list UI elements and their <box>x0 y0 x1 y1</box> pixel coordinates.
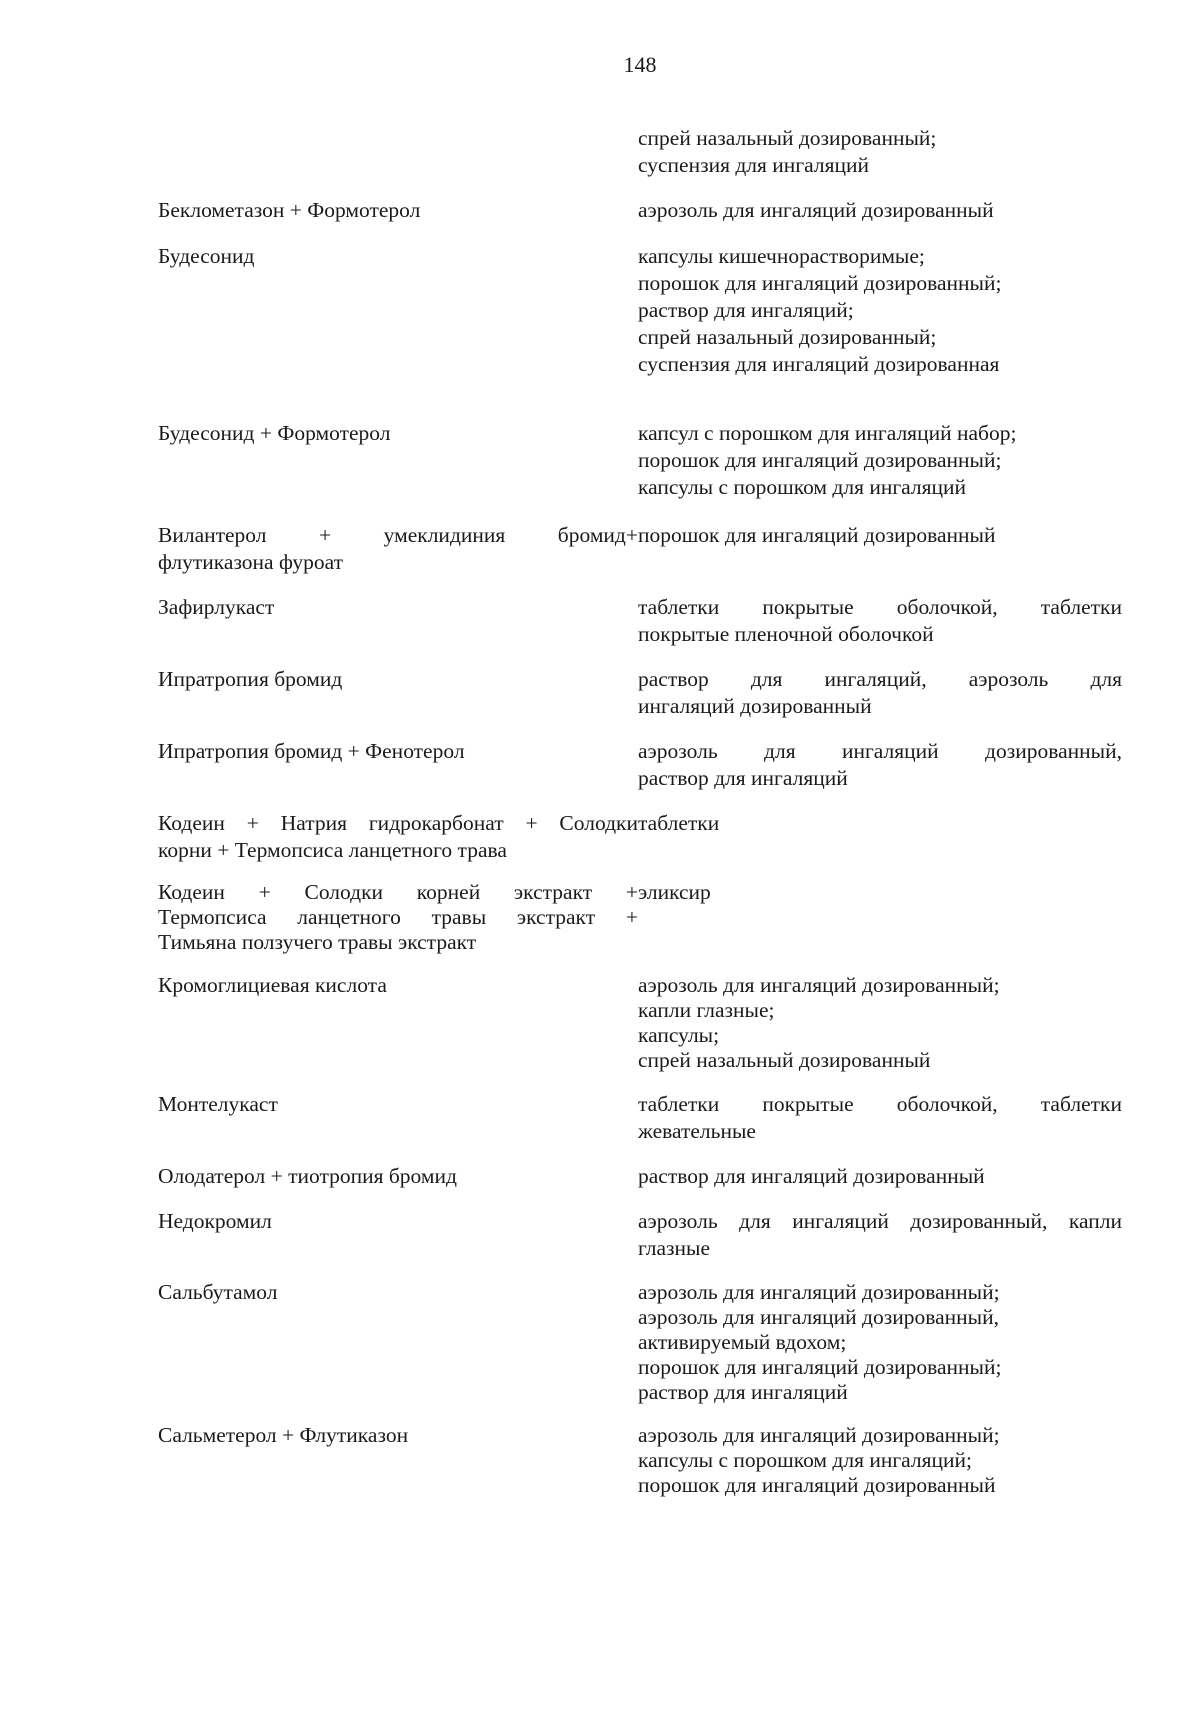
dosage-form-line: раствор для ингаляций <box>638 1380 848 1404</box>
dosage-form-line: спрей назальный дозированный; <box>638 126 937 150</box>
dosage-forms <box>638 243 1122 378</box>
dosage-form-line: таблетки покрытые оболочкой, таблетки <box>638 1092 1122 1116</box>
dosage-form-line: спрей назальный дозированный; <box>638 325 937 349</box>
substance-name <box>158 1208 638 1262</box>
substance-name-line: Тимьяна ползучего травы экстракт <box>158 930 477 954</box>
dosage-forms <box>638 810 1122 864</box>
substance-name <box>158 1280 638 1405</box>
substance-name-line: Вилантерол + умеклидиния бромид+ <box>158 523 638 547</box>
dosage-forms <box>638 738 1122 792</box>
substance-name-line: Будесонид <box>158 244 255 268</box>
dosage-form-line: капсулы; <box>638 1023 720 1047</box>
dosage-forms <box>638 1280 1122 1405</box>
table-row <box>158 810 1122 864</box>
table-row <box>158 1163 1122 1190</box>
table-row <box>158 973 1122 1073</box>
substance-name <box>158 1423 638 1498</box>
substance-name <box>158 973 638 1073</box>
dosage-form-line: суспензия для ингаляций дозированная <box>638 352 1000 376</box>
dosage-form-line: жевательные <box>638 1119 756 1143</box>
dosage-form-line: аэрозоль для ингаляций дозированный; <box>638 1423 1000 1447</box>
dosage-form-line: аэрозоль для ингаляций дозированный; <box>638 1280 1000 1304</box>
dosage-form-line: таблетки <box>638 811 720 835</box>
dosage-forms <box>638 522 1122 576</box>
substance-name <box>158 810 638 864</box>
dosage-form-line: раствор для ингаляций <box>638 766 848 790</box>
dosage-form-line: капсул с порошком для ингаляций набор; <box>638 421 1017 445</box>
dosage-form-line: порошок для ингаляций дозированный; <box>638 448 1002 472</box>
substance-name-line: Ипратропия бромид + Фенотерол <box>158 739 465 763</box>
dosage-form-line: таблетки покрытые оболочкой, таблетки <box>638 595 1122 619</box>
substance-name-line: Кодеин + Солодки корней экстракт + <box>158 880 638 904</box>
substance-name <box>158 197 638 224</box>
dosage-forms <box>638 1091 1122 1145</box>
dosage-form-line: порошок для ингаляций дозированный; <box>638 1355 1002 1379</box>
dosage-forms <box>638 420 1122 501</box>
dosage-form-line: раствор для ингаляций дозированный <box>638 1164 985 1188</box>
dosage-forms <box>638 197 1122 224</box>
substance-name <box>158 666 638 720</box>
dosage-form-line: суспензия для ингаляций <box>638 153 869 177</box>
dosage-forms <box>638 666 1122 720</box>
dosage-forms <box>638 594 1122 648</box>
dosage-form-line: активируемый вдохом; <box>638 1330 847 1354</box>
dosage-forms <box>638 1163 1122 1190</box>
table-row <box>158 594 1122 648</box>
dosage-forms <box>638 973 1122 1073</box>
dosage-form-line: капсулы с порошком для ингаляций; <box>638 1448 973 1472</box>
dosage-forms <box>638 880 1122 955</box>
substance-name-line: Сальметерол + Флутиказон <box>158 1423 409 1447</box>
dosage-form-line: ингаляций дозированный <box>638 694 872 718</box>
substance-name-line: Беклометазон + Формотерол <box>158 198 421 222</box>
substance-name <box>158 125 638 179</box>
dosage-form-line: глазные <box>638 1236 710 1260</box>
substance-name-line: Кромоглициевая кислота <box>158 973 387 997</box>
table-row <box>158 666 1122 720</box>
dosage-form-line: порошок для ингаляций дозированный <box>638 1473 996 1497</box>
table-row <box>158 1208 1122 1262</box>
drug-table <box>158 125 1122 1498</box>
dosage-form-line: аэрозоль для ингаляций дозированный; <box>638 973 1000 997</box>
substance-name <box>158 738 638 792</box>
substance-name-line: флутиказона фуроат <box>158 550 344 574</box>
substance-name <box>158 243 638 378</box>
substance-name-line: Сальбутамол <box>158 1280 278 1304</box>
dosage-form-line: покрытые пленочной оболочкой <box>638 622 934 646</box>
substance-name-line: Будесонид + Формотерол <box>158 421 391 445</box>
table-row <box>158 125 1122 179</box>
dosage-form-line: аэрозоль для ингаляций дозированный, <box>638 1305 999 1329</box>
substance-name-line: Зафирлукаст <box>158 595 275 619</box>
dosage-form-line: аэрозоль для ингаляций дозированный, капли <box>638 1209 1122 1233</box>
substance-name <box>158 420 638 501</box>
substance-name-line: Недокромил <box>158 1209 272 1233</box>
substance-name-line: Монтелукаст <box>158 1092 278 1116</box>
substance-name-line: Олодатерол + тиотропия бромид <box>158 1164 457 1188</box>
dosage-form-line: капсулы с порошком для ингаляций <box>638 475 967 499</box>
table-row <box>158 420 1122 501</box>
table-row <box>158 880 1122 955</box>
substance-name-line: Ипратропия бромид <box>158 667 343 691</box>
substance-name <box>158 594 638 648</box>
table-row <box>158 1423 1122 1498</box>
page-number: 148 <box>623 52 657 77</box>
substance-name-line: Кодеин + Натрия гидрокарбонат + Солодки <box>158 811 638 835</box>
table-row <box>158 1091 1122 1145</box>
dosage-form-line: порошок для ингаляций дозированный <box>638 523 996 547</box>
dosage-form-line: эликсир <box>638 880 711 904</box>
table-row <box>158 197 1122 224</box>
dosage-form-line: порошок для ингаляций дозированный; <box>638 271 1002 295</box>
substance-name-line: корни + Термопсиса ланцетного трава <box>158 838 507 862</box>
substance-name <box>158 522 638 576</box>
table-row <box>158 243 1122 378</box>
dosage-forms <box>638 1208 1122 1262</box>
substance-name-line: Термопсиса ланцетного травы экстракт + <box>158 905 638 929</box>
dosage-form-line: раствор для ингаляций; <box>638 298 854 322</box>
dosage-form-line: капли глазные; <box>638 998 775 1022</box>
substance-name <box>158 1163 638 1190</box>
table-row <box>158 1280 1122 1405</box>
dosage-forms <box>638 125 1122 179</box>
table-row <box>158 738 1122 792</box>
table-row <box>158 522 1122 576</box>
dosage-forms <box>638 1423 1122 1498</box>
dosage-form-line: спрей назальный дозированный <box>638 1048 931 1072</box>
substance-name <box>158 880 638 955</box>
dosage-form-line: аэрозоль для ингаляций дозированный, <box>638 739 1122 763</box>
dosage-form-line: капсулы кишечнорастворимые; <box>638 244 925 268</box>
dosage-form-line: раствор для ингаляций, аэрозоль для <box>638 667 1122 691</box>
substance-name <box>158 1091 638 1145</box>
dosage-form-line: аэрозоль для ингаляций дозированный <box>638 198 994 222</box>
